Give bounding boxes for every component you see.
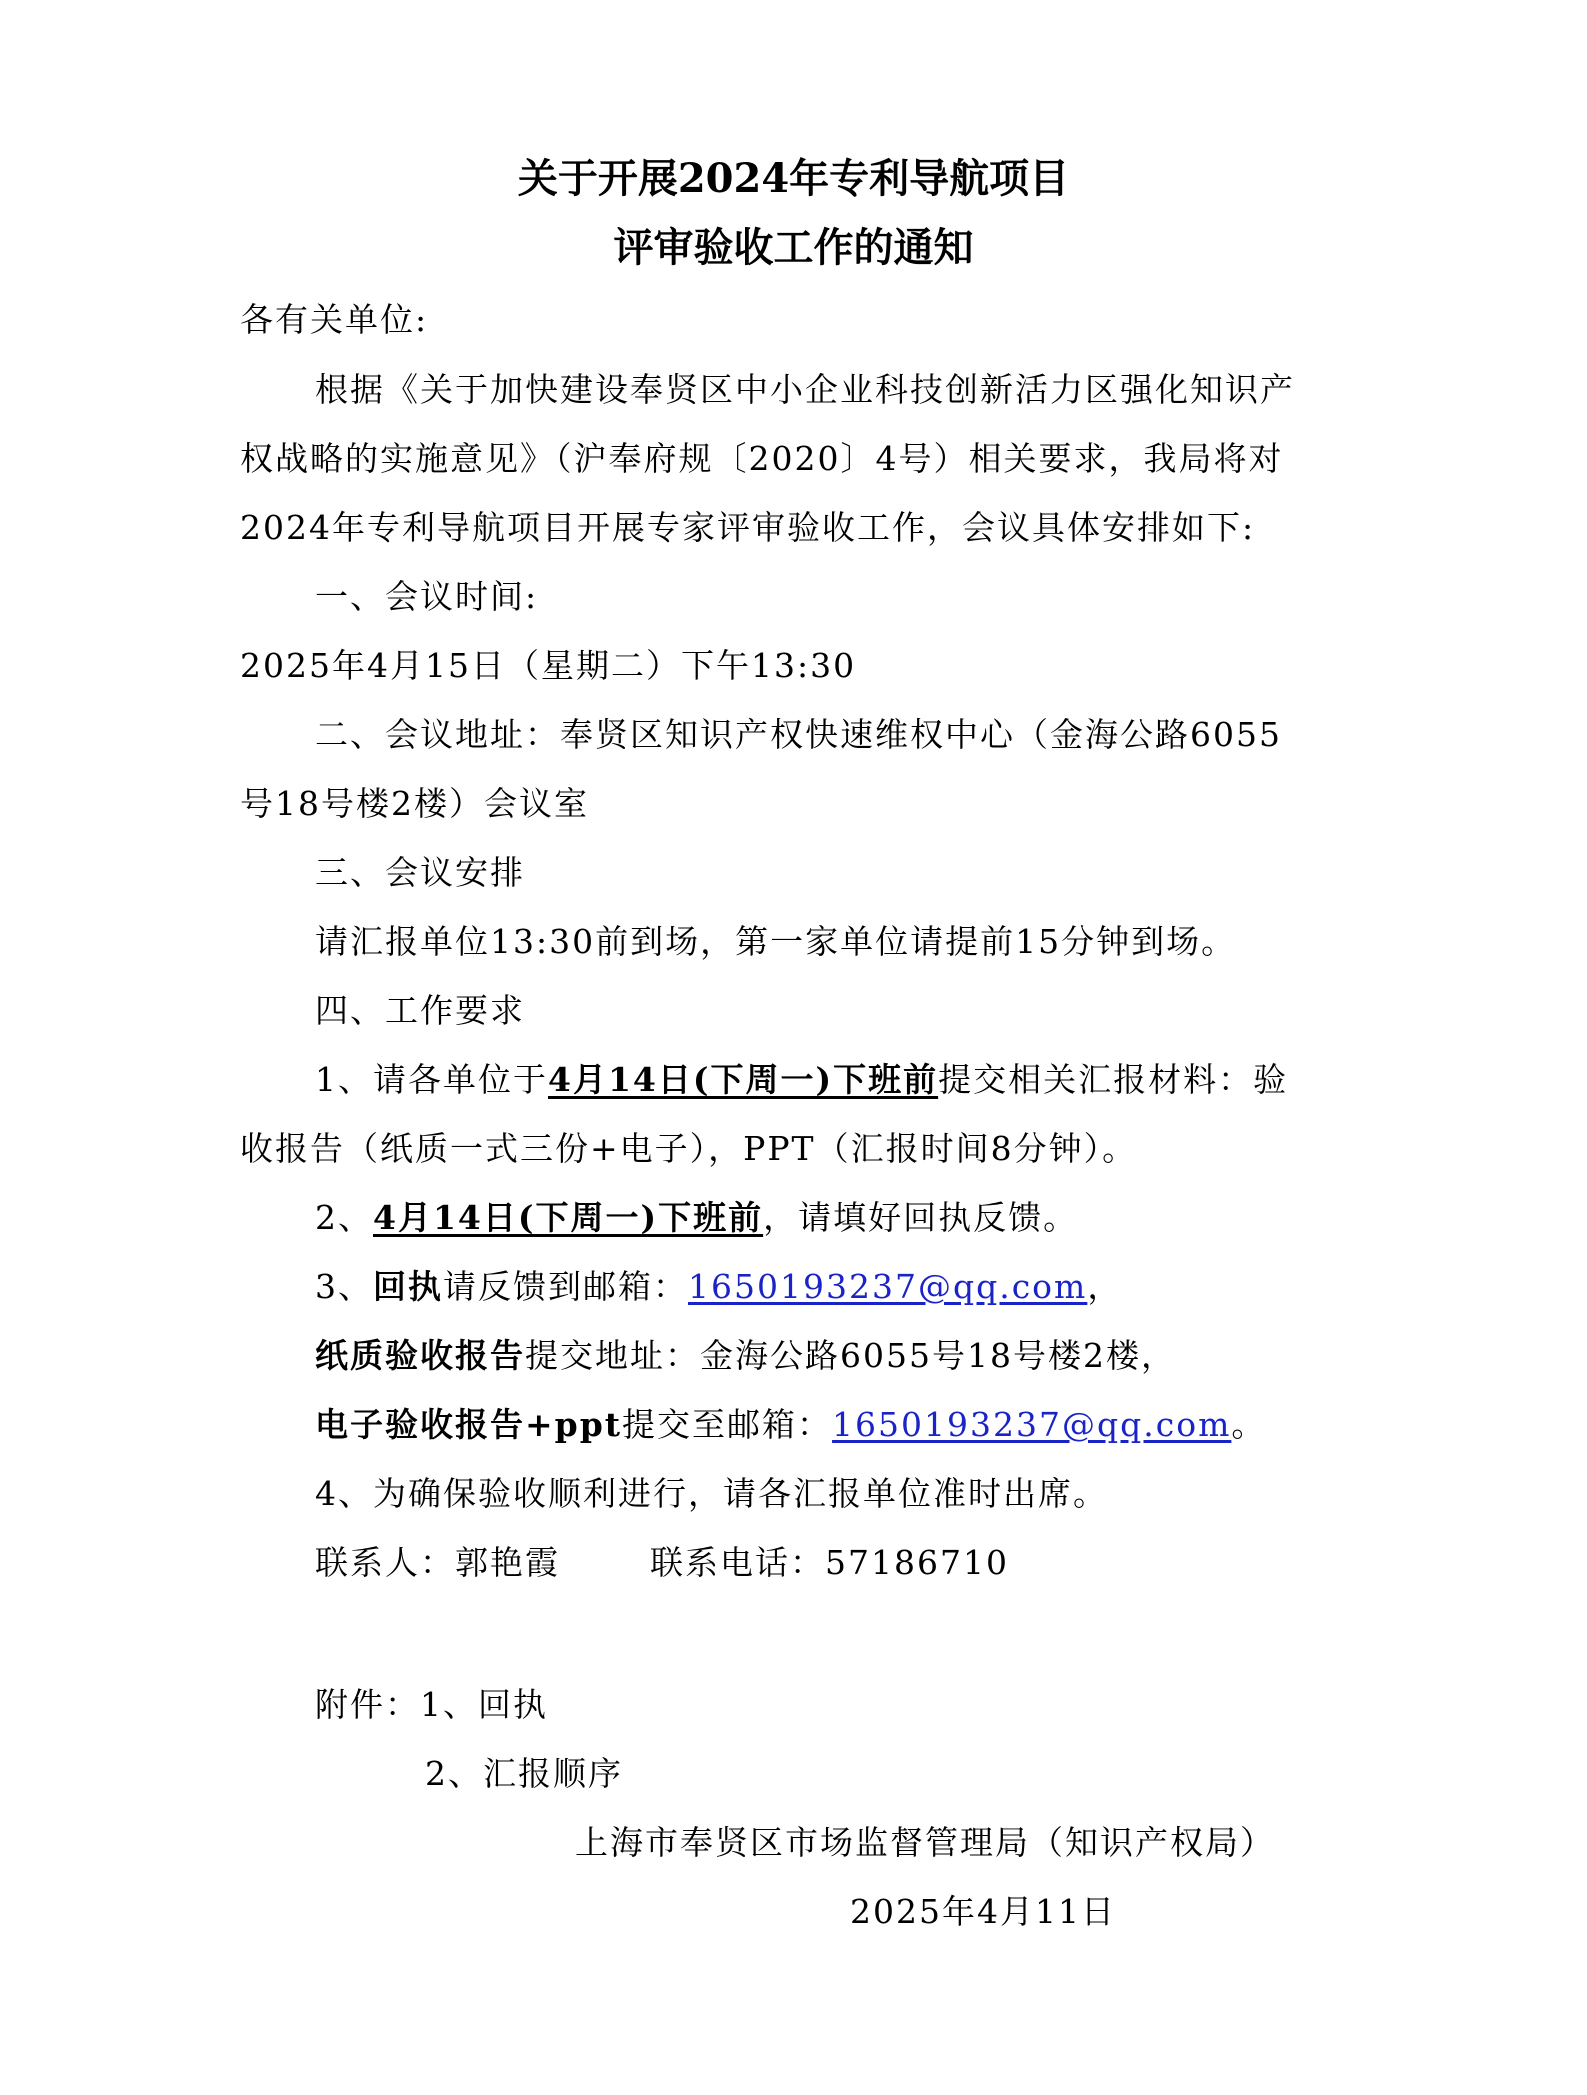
contact-phone: 57186710 [825,1543,1009,1582]
receipt-email-link[interactable]: 1650193237@qq.com [688,1267,1088,1306]
paper-report-line [315,1336,1176,1376]
address-line-2: 号18号楼2楼）会议室 [240,784,589,823]
time-heading: 一、会议时间: [315,577,539,616]
salutation: 各有关单位: [240,300,429,339]
e-report-line [315,1405,1266,1445]
requirement-2-prefix: 2、 [315,1198,373,1237]
address-line-1: 二、会议地址：奉贤区知识产权快速维权中心（金海公路6055 [315,715,1282,754]
requirement-2-suffix: ，请填好回执反馈。 [763,1198,1079,1237]
contact-person-label: 联系人： [315,1543,455,1582]
document-title-line1: 关于开展2024年专利导航项目 [517,155,1070,202]
requirement-3-text: 请反馈到邮箱： [443,1267,688,1306]
requirement-1-line-1 [315,1060,1288,1100]
requirement-3-end: ， [1087,1267,1123,1306]
e-report-email-link[interactable]: 1650193237@qq.com [832,1405,1232,1444]
requirement-1-line-2: 收报告（纸质一式三份+电子），PPT（汇报时间8分钟）。 [240,1129,1138,1168]
requirements-heading: 四、工作要求 [315,991,525,1030]
requirement-1-prefix: 1、请各单位于 [315,1060,548,1099]
intro-line-2: 权战略的实施意见》（沪奉府规〔2020〕4号）相关要求，我局将对 [240,439,1284,478]
document-title-line2: 评审验收工作的通知 [613,224,974,271]
arrangement-heading: 三、会议安排 [315,853,525,892]
intro-line-3: 2024年专利导航项目开展专家评审验收工作，会议具体安排如下: [240,508,1256,547]
signature-date: 2025年4月11日 [850,1892,1116,1931]
requirement-2 [315,1198,1078,1238]
signature-org: 上海市奉贤区市场监督管理局（知识产权局） [575,1823,1275,1862]
e-report-end: 。 [1231,1405,1267,1444]
e-report-label: 电子验收报告+ppt [315,1405,623,1444]
attachment-item-2: 2、汇报顺序 [425,1754,623,1793]
requirement-3-prefix: 3、 [315,1267,373,1306]
requirement-1-suffix: 提交相关汇报材料：验 [938,1060,1289,1099]
receipt-label: 回执 [373,1267,443,1306]
paper-report-label: 纸质验收报告 [315,1336,525,1375]
requirement-2-deadline: 4月14日(下周一)下班前 [373,1198,764,1237]
requirement-1-deadline: 4月14日(下周一)下班前 [548,1060,939,1099]
attachments-label: 附件： [315,1685,420,1724]
contact-line [315,1543,1009,1583]
arrangement-text: 请汇报单位13:30前到场，第一家单位请提前15分钟到场。 [315,922,1237,961]
requirement-4: 4、为确保验收顺利进行，请各汇报单位准时出席。 [315,1474,1108,1513]
intro-line-1: 根据《关于加快建设奉贤区中小企业科技创新活力区强化知识产 [315,370,1295,409]
contact-person: 郭艳霞 [455,1543,560,1582]
attachment-item-1: 1、回执 [420,1685,548,1724]
attachments-line-1 [315,1685,548,1725]
time-value: 2025年4月15日（星期二）下午13:30 [240,646,857,685]
paper-report-address: 提交地址：金海公路6055号18号楼2楼， [525,1336,1176,1375]
e-report-text: 提交至邮箱： [622,1405,833,1444]
requirement-3 [315,1267,1122,1307]
contact-phone-label: 联系电话： [650,1543,825,1582]
